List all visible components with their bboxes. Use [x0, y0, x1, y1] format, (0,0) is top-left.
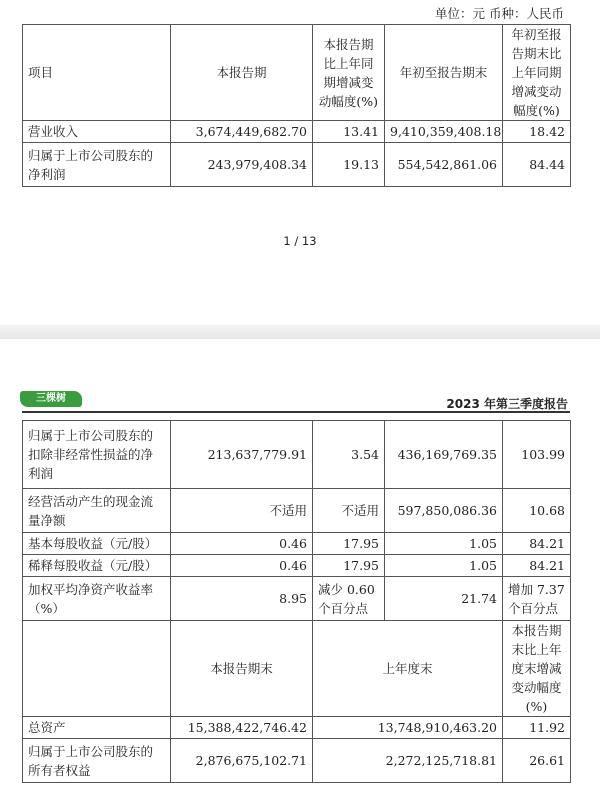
table-row — [23, 121, 571, 143]
table-row — [23, 717, 571, 739]
page-gap — [0, 325, 600, 339]
cell: 17.95 — [313, 533, 385, 555]
report-title: 2023 年第三季度报告 — [446, 397, 568, 411]
header-current-period: 本报告期 — [171, 25, 313, 121]
cell: 18.42 — [503, 121, 571, 143]
cell: 597,850,086.36 — [385, 489, 503, 533]
row-label: 归属于上市公司股东的扣除非经常性损益的净利润 — [23, 421, 171, 489]
row-label: 经营活动产生的现金流量净额 — [23, 489, 171, 533]
row-label: 营业收入 — [23, 121, 171, 143]
cell: 84.21 — [503, 555, 571, 577]
cell: 减少 0.60 个百分点 — [313, 577, 385, 621]
cell: 13,748,910,463.20 — [313, 717, 503, 739]
cell: 15,388,422,746.42 — [171, 717, 313, 739]
table-row — [23, 489, 571, 533]
cell: 554,542,861.06 — [385, 143, 503, 187]
cell: 1.05 — [385, 555, 503, 577]
table-row — [23, 533, 571, 555]
financial-table-1 — [22, 24, 571, 187]
table-row-header — [23, 621, 571, 717]
table-row — [23, 577, 571, 621]
table-row — [23, 143, 571, 187]
header-ytd: 年初至报告期末 — [385, 25, 503, 121]
financial-table-2 — [22, 420, 571, 783]
cell: 0.46 — [171, 555, 313, 577]
cell: 103.99 — [503, 421, 571, 489]
cell: 243,979,408.34 — [171, 143, 313, 187]
row-label: 加权平均净资产收益率（%） — [23, 577, 171, 621]
cell: 19.13 — [313, 143, 385, 187]
cell: 2,876,675,102.71 — [171, 739, 313, 783]
cell: 0.46 — [171, 533, 313, 555]
cell: 2,272,125,718.81 — [313, 739, 503, 783]
header-change: 本报告期末比上年度末增减变动幅度(%) — [503, 621, 571, 717]
cell: 21.74 — [385, 577, 503, 621]
header-ytd-change: 年初至报告期末比上年同期增减变动幅度(%) — [503, 25, 571, 121]
cell: 436,169,769.35 — [385, 421, 503, 489]
unit-note: 单位：元 币种：人民币 — [435, 6, 564, 21]
row-label: 基本每股收益（元/股） — [23, 533, 171, 555]
row-label: 归属于上市公司股东的净利润 — [23, 143, 171, 187]
cell: 26.61 — [503, 739, 571, 783]
header-period-end: 本报告期末 — [171, 621, 313, 717]
table-row — [23, 421, 571, 489]
cell: 3.54 — [313, 421, 385, 489]
cell: 1.05 — [385, 533, 503, 555]
table-row — [23, 739, 571, 783]
header-blank — [23, 621, 171, 717]
cell: 213,637,779.91 — [171, 421, 313, 489]
table-row — [23, 555, 571, 577]
cell: 不适用 — [171, 489, 313, 533]
row-label: 总资产 — [23, 717, 171, 739]
cell: 84.44 — [503, 143, 571, 187]
header-current-change: 本报告期比上年同期增减变动幅度(%) — [313, 25, 385, 121]
cell: 3,674,449,682.70 — [171, 121, 313, 143]
cell: 84.21 — [503, 533, 571, 555]
cell: 13.41 — [313, 121, 385, 143]
company-logo: 三棵树 — [20, 391, 82, 407]
cell: 不适用 — [313, 489, 385, 533]
cell: 17.95 — [313, 555, 385, 577]
header-item: 项目 — [23, 25, 171, 121]
row-label: 归属于上市公司股东的所有者权益 — [23, 739, 171, 783]
page-number: 1 / 13 — [283, 234, 317, 248]
header-rule — [22, 411, 570, 413]
cell: 9,410,359,408.18 — [385, 121, 503, 143]
cell: 增加 7.37 个百分点 — [503, 577, 571, 621]
row-label: 稀释每股收益（元/股） — [23, 555, 171, 577]
cell: 8.95 — [171, 577, 313, 621]
header-last-year-end: 上年度末 — [313, 621, 503, 717]
cell: 11.92 — [503, 717, 571, 739]
cell: 10.68 — [503, 489, 571, 533]
